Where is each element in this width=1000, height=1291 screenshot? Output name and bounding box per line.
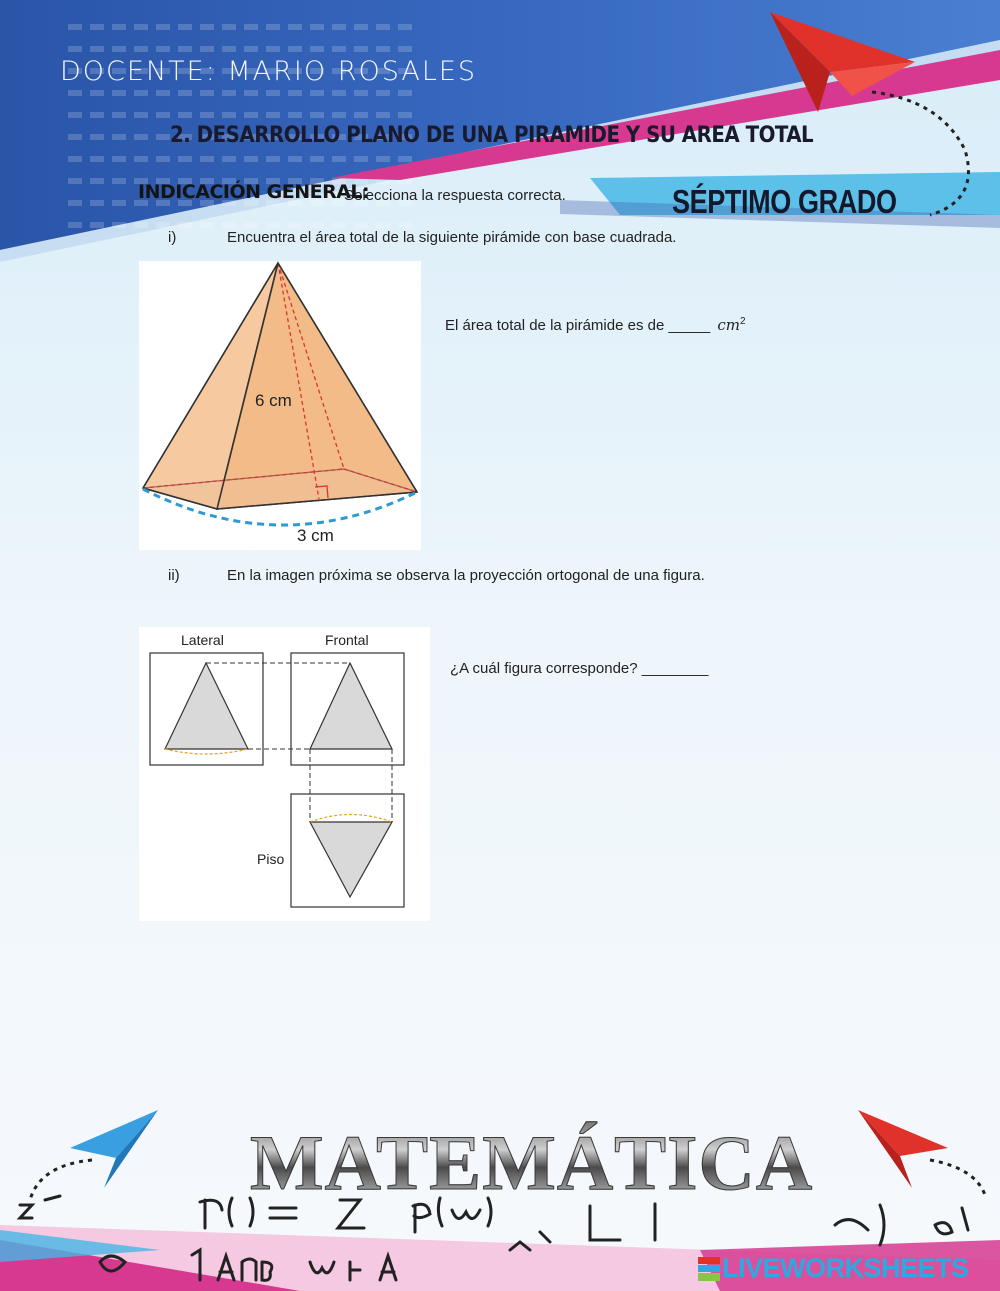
answer-unit-exponent: 2: [739, 316, 746, 327]
question-1-number: i): [168, 229, 177, 246]
teacher-name: DOCENTE: MARIO ROSALES: [60, 56, 478, 87]
instruction-label: INDICACIÓN GENERAL:: [138, 181, 370, 203]
question-1-answer-text: El área total de la pirámide es de _____: [445, 317, 711, 334]
answer-unit: cm: [717, 316, 740, 334]
pyramid-base-label: 3 cm: [297, 526, 334, 545]
question-2-prompt: En la imagen próxima se observa la proyección ortogonal de una figura.: [227, 567, 705, 584]
question-2-answer-blank[interactable]: [658, 660, 730, 678]
pyramid-height-label: 6 cm: [255, 391, 292, 410]
subject-title: MATEMÁTICA: [250, 1119, 814, 1206]
instruction-text: Selecciona la respuesta correcta.: [344, 187, 566, 204]
pyramid-figure: [139, 261, 421, 550]
brand-name: LIVEWORKSHEETS: [722, 1253, 969, 1283]
projection-piso-label: Piso: [257, 851, 285, 867]
projection-lateral-label: Lateral: [181, 632, 224, 648]
question-1-prompt: Encuentra el área total de la siguiente pirámide con base cuadrada.: [227, 229, 677, 246]
projection-frontal-label: Frontal: [325, 632, 369, 648]
question-2-number: ii): [168, 567, 180, 584]
projection-drawing: [139, 627, 430, 921]
worksheet-title: 2. DESARROLLO PLANO DE UNA PIRAMIDE Y SU AREA TOTAL: [170, 123, 814, 148]
liveworksheets-logo-icon: [698, 1257, 720, 1281]
grade-label: SÉPTIMO GRADO: [672, 183, 897, 220]
question-1-answer-blank[interactable]: [690, 316, 732, 334]
question-2-answer: ¿A cuál figura corresponde? ________: [450, 660, 709, 677]
projection-figure: [139, 627, 430, 921]
